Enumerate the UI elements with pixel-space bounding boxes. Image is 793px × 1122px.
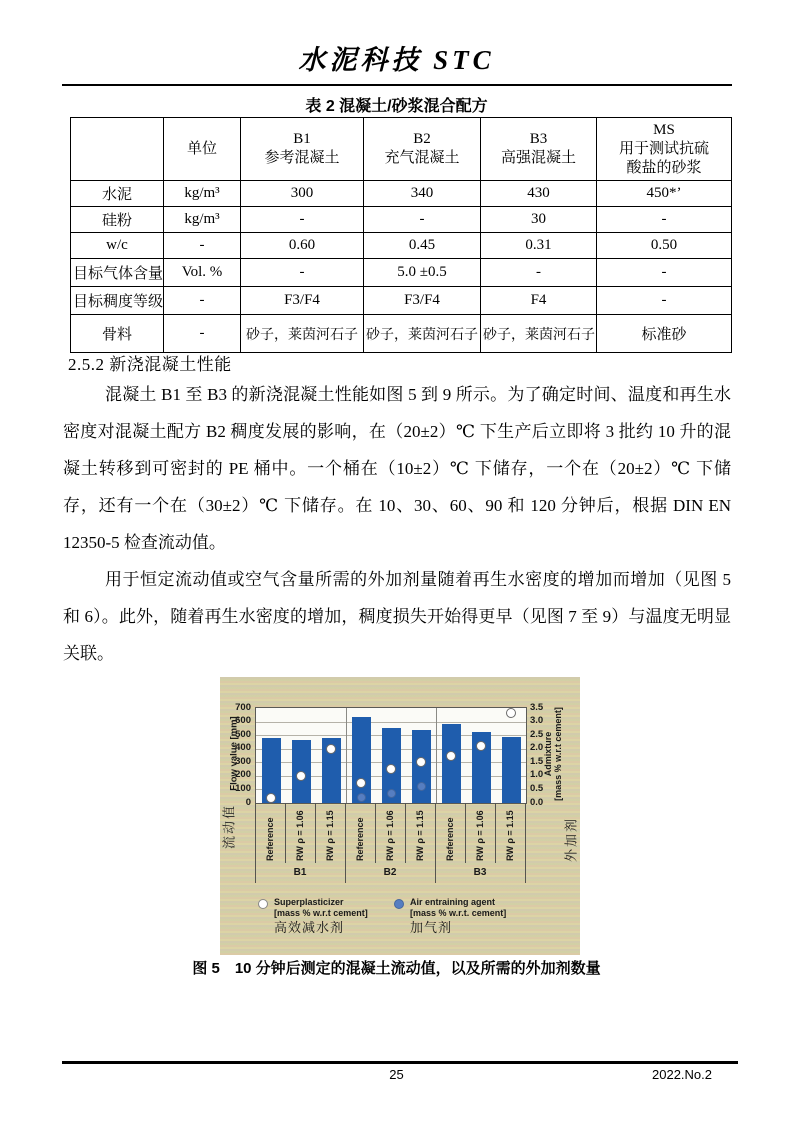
cell: 0.50 bbox=[597, 233, 732, 259]
legend-ae-line2: [mass % w.r.t. cement] bbox=[410, 908, 507, 918]
ms-desc: 用于测试抗硫酸盐的砂浆 bbox=[618, 140, 709, 176]
cell: 砂子，莱茵河石子 bbox=[481, 315, 597, 353]
cell: - bbox=[364, 207, 481, 233]
cell: 300 bbox=[241, 181, 364, 207]
air-entraining-point bbox=[357, 793, 366, 802]
x-tick-label: Reference bbox=[355, 817, 365, 861]
x-axis-separator bbox=[375, 803, 376, 863]
left-axis-tick: 600 bbox=[235, 715, 251, 727]
superplasticizer-point bbox=[356, 778, 366, 788]
cell: F4 bbox=[481, 287, 597, 315]
cell: kg/m³ bbox=[164, 207, 241, 233]
cell: 5.0 ±0.5 bbox=[364, 259, 481, 287]
left-axis-tick: 500 bbox=[235, 728, 251, 740]
open-circle-icon bbox=[258, 899, 268, 909]
cell: - bbox=[241, 259, 364, 287]
b1-desc: 参考混凝土 bbox=[264, 150, 340, 166]
superplasticizer-point bbox=[506, 708, 516, 718]
superplasticizer-point bbox=[326, 744, 336, 754]
cell: 0.31 bbox=[481, 233, 597, 259]
cell: 430 bbox=[481, 181, 597, 207]
table-row bbox=[71, 233, 732, 259]
right-axis-tick: 0.0 bbox=[530, 796, 544, 808]
x-axis-separator bbox=[495, 803, 496, 863]
x-axis-separator bbox=[285, 803, 286, 863]
figure-caption: 图 5 10 分钟后测定的混凝土流动值，以及所需的外加剂数量 bbox=[192, 960, 601, 977]
ms-header bbox=[597, 118, 732, 181]
section-heading: 2.5.2 新浇混凝土性能 bbox=[68, 355, 232, 374]
cell: - bbox=[241, 207, 364, 233]
right-axis-tick: 2.5 bbox=[530, 728, 544, 740]
row-label: 目标气体含量 bbox=[71, 259, 164, 287]
cell: kg/m³ bbox=[164, 181, 241, 207]
x-tick-label: Reference bbox=[265, 817, 275, 861]
right-axis-tick: 1.5 bbox=[530, 755, 544, 767]
right-axis-label-zh: 外加剂 bbox=[563, 817, 579, 863]
legend-superplasticizer bbox=[258, 897, 368, 933]
right-axis-label-line1: Admixture bbox=[543, 731, 553, 777]
air-entraining-point bbox=[387, 789, 396, 798]
group-label: B3 bbox=[473, 867, 487, 878]
table-row bbox=[71, 181, 732, 207]
superplasticizer-point bbox=[296, 771, 306, 781]
x-tick-label: RW ρ = 1.15 bbox=[505, 810, 515, 861]
x-axis-separator bbox=[525, 803, 526, 883]
right-axis-tick: 3.5 bbox=[530, 701, 544, 713]
left-axis-tick: 400 bbox=[235, 742, 251, 754]
left-axis-tick: 700 bbox=[235, 701, 251, 713]
b3-header bbox=[481, 118, 597, 181]
group-separator bbox=[346, 708, 347, 803]
cell: - bbox=[597, 207, 732, 233]
table-row bbox=[71, 315, 732, 353]
row-label: 目标稠度等级 bbox=[71, 287, 164, 315]
superplasticizer-point bbox=[266, 793, 276, 803]
flow-value-bar bbox=[442, 724, 461, 803]
cell: F3/F4 bbox=[364, 287, 481, 315]
corner-cell bbox=[71, 118, 164, 181]
table-title: 表 2 混凝土/砂浆混合配方 bbox=[305, 98, 488, 115]
x-tick-label: RW ρ = 1.06 bbox=[295, 810, 305, 861]
cell: Vol. % bbox=[164, 259, 241, 287]
left-axis-tick: 300 bbox=[235, 755, 251, 767]
left-axis-tick: 0 bbox=[245, 796, 251, 808]
legend-sp-line2: [mass % w.r.t cement] bbox=[274, 908, 368, 918]
legend-superplasticizer-text bbox=[274, 897, 368, 933]
cell: - bbox=[597, 287, 732, 315]
left-axis-label-zh: 流动值 bbox=[221, 804, 237, 850]
mix-proportions-table bbox=[70, 117, 732, 353]
flow-value-bar bbox=[352, 717, 371, 803]
unit-header: 单位 bbox=[164, 118, 241, 181]
header-rule bbox=[62, 84, 732, 86]
paragraph-2: 用于恒定流动值或空气含量所需的外加剂量随着再生水密度的增加而增加（见图 5 和 6）。此外，随着再生水密度的增加，稠度损失开始得更早（见图 7 至 9）与温度无明显关联。 bbox=[63, 570, 731, 663]
superplasticizer-point bbox=[386, 764, 396, 774]
legend-air-entraining-agent bbox=[394, 897, 506, 933]
row-label: 水泥 bbox=[71, 181, 164, 207]
x-axis-separator bbox=[465, 803, 466, 863]
x-tick-label: RW ρ = 1.15 bbox=[325, 810, 335, 861]
row-label: 骨料 bbox=[71, 315, 164, 353]
x-tick-label: RW ρ = 1.06 bbox=[385, 810, 395, 861]
b3-desc: 高强混凝土 bbox=[500, 150, 576, 166]
b1-code: B1 bbox=[293, 131, 311, 147]
ms-code: MS bbox=[653, 121, 675, 138]
page-number: 25 bbox=[389, 1067, 404, 1082]
cell: - bbox=[164, 287, 241, 315]
cell: 砂子，莱茵河石子 bbox=[241, 315, 364, 353]
b3-code: B3 bbox=[529, 131, 548, 147]
air-entraining-point bbox=[417, 782, 426, 791]
cell: - bbox=[481, 259, 597, 287]
group-separator bbox=[436, 708, 437, 803]
cell: - bbox=[164, 315, 241, 353]
cell: 30 bbox=[481, 207, 597, 233]
right-axis-tick: 2.0 bbox=[530, 742, 544, 754]
group-label: B2 bbox=[383, 867, 397, 878]
cell: 0.45 bbox=[364, 233, 481, 259]
x-tick-label: RW ρ = 1.15 bbox=[415, 810, 425, 861]
table-row bbox=[71, 287, 732, 315]
right-axis-label-line2: [mass % w.r.t cement] bbox=[553, 707, 563, 801]
flow-value-bar bbox=[502, 737, 521, 803]
right-axis-tick: 1.0 bbox=[530, 769, 544, 781]
right-axis-tick: 3.0 bbox=[530, 715, 544, 727]
group-label: B1 bbox=[293, 867, 307, 878]
legend-sp-line1: Superplasticizer bbox=[274, 897, 344, 907]
legend-ae-zh: 加气剂 bbox=[410, 920, 453, 935]
b2-code: B2 bbox=[413, 131, 431, 147]
superplasticizer-point bbox=[476, 741, 486, 751]
b1-header bbox=[241, 118, 364, 181]
filled-circle-icon bbox=[394, 899, 404, 909]
cell: F3/F4 bbox=[241, 287, 364, 315]
b2-header bbox=[364, 118, 481, 181]
x-tick-label: Reference bbox=[445, 817, 455, 861]
issue-number: 2022.No.2 bbox=[652, 1067, 712, 1082]
left-axis-label-en: Flow value [mm] bbox=[228, 716, 240, 791]
table-row bbox=[71, 259, 732, 287]
x-axis-separator bbox=[405, 803, 406, 863]
paragraph-1: 混凝土 B1 至 B3 的新浇混凝土性能如图 5 到 9 所示。为了确定时间、温度和再生水密度对混凝土配方 B2 稠度发展的影响，在（20±2）℃ 下生产后立即将 3 批约 10 升的混凝土转移到可密封的 PE 桶中。一个桶在（10±2）℃ 下储存，一个在（20±2）℃ 下储存，还有一个在（30±2）℃ 下储存。在 10、30、60、90 和 120 分钟后，根据 DIN EN 12350-5 检查流动值。 bbox=[63, 385, 731, 552]
table-row bbox=[71, 207, 732, 233]
cell: 砂子，莱茵河石子 bbox=[364, 315, 481, 353]
cell: 标准砂 bbox=[597, 315, 732, 353]
row-label: w/c bbox=[71, 233, 164, 259]
gridline bbox=[256, 722, 526, 723]
legend-sp-zh: 高效减水剂 bbox=[274, 920, 345, 935]
footer-rule bbox=[62, 1061, 738, 1064]
legend-ae-line1: Air entraining agent bbox=[410, 897, 496, 907]
cell: 0.60 bbox=[241, 233, 364, 259]
cell: 450*’ bbox=[597, 181, 732, 207]
b2-desc: 充气混凝土 bbox=[384, 150, 460, 166]
cell: - bbox=[164, 233, 241, 259]
table-header-row bbox=[71, 118, 732, 181]
cell: 340 bbox=[364, 181, 481, 207]
x-tick-label: RW ρ = 1.06 bbox=[475, 810, 485, 861]
cell: - bbox=[597, 259, 732, 287]
legend-air-agent-text bbox=[410, 897, 506, 933]
figure-5-chart bbox=[220, 677, 580, 955]
left-axis-tick: 200 bbox=[235, 769, 251, 781]
chart-plot-area bbox=[255, 707, 527, 804]
row-label: 硅粉 bbox=[71, 207, 164, 233]
x-axis-separator bbox=[315, 803, 316, 863]
right-axis-tick: 0.5 bbox=[530, 782, 544, 794]
left-axis-tick: 100 bbox=[235, 782, 251, 794]
superplasticizer-point bbox=[446, 751, 456, 761]
journal-title: 水泥科技 STC bbox=[298, 45, 495, 75]
